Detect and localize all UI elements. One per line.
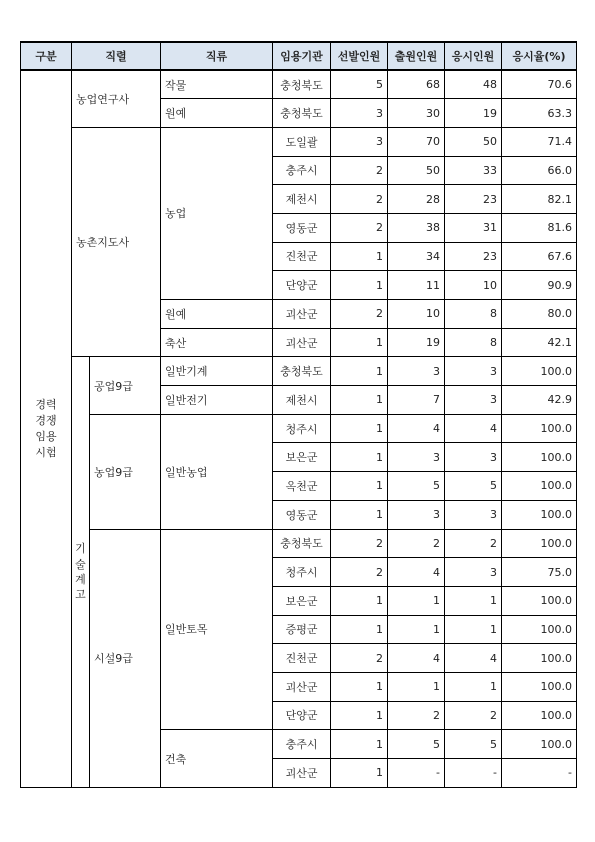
rate-cell: 100.0 [502, 615, 577, 644]
table-header-row [21, 42, 577, 70]
selected-cell: 1 [331, 242, 388, 271]
selected-cell: 2 [331, 213, 388, 242]
rate-cell: 100.0 [502, 414, 577, 443]
applied-cell: 5 [388, 472, 445, 501]
applied-cell: 11 [388, 271, 445, 300]
applied-cell: 50 [388, 156, 445, 185]
attended-cell: 19 [445, 99, 502, 128]
agency-cell: 충청북도 [273, 529, 331, 558]
exam-results-table [20, 41, 577, 788]
selected-cell: 2 [331, 558, 388, 587]
applied-cell: 2 [388, 529, 445, 558]
table-row [21, 414, 577, 443]
applied-cell: 30 [388, 99, 445, 128]
applied-cell: 34 [388, 242, 445, 271]
selected-cell: 1 [331, 271, 388, 300]
selected-cell: 3 [331, 99, 388, 128]
applied-cell: 1 [388, 586, 445, 615]
kind-cell: 원예 [161, 300, 273, 329]
rate-cell: 100.0 [502, 644, 577, 673]
rate-cell: 100.0 [502, 529, 577, 558]
attended-cell: 31 [445, 213, 502, 242]
agency-cell: 진천군 [273, 644, 331, 673]
attended-cell: 5 [445, 730, 502, 759]
applied-cell: 1 [388, 615, 445, 644]
rate-cell: 66.0 [502, 156, 577, 185]
selected-cell: 1 [331, 386, 388, 415]
applied-cell: 5 [388, 730, 445, 759]
attended-cell: 4 [445, 644, 502, 673]
attended-cell: 23 [445, 185, 502, 214]
table-row [21, 127, 577, 156]
rate-cell: 100.0 [502, 500, 577, 529]
agency-cell: 단양군 [273, 271, 331, 300]
applied-cell: 10 [388, 300, 445, 329]
kind-cell: 농업 [161, 127, 273, 299]
agency-cell: 괴산군 [273, 672, 331, 701]
attended-cell: 5 [445, 472, 502, 501]
series-cell: 농업연구사 [72, 70, 161, 127]
selected-cell: 3 [331, 127, 388, 156]
attended-cell: 3 [445, 443, 502, 472]
rate-cell: 100.0 [502, 701, 577, 730]
header-agency: 임용기관 [273, 42, 331, 70]
kind-cell: 작물 [161, 70, 273, 99]
applied-cell: 1 [388, 672, 445, 701]
header-category: 구분 [21, 42, 72, 70]
attended-cell: 3 [445, 500, 502, 529]
applied-cell: 2 [388, 701, 445, 730]
applied-cell: 28 [388, 185, 445, 214]
rate-cell: 81.6 [502, 213, 577, 242]
rate-cell: 100.0 [502, 672, 577, 701]
selected-cell: 1 [331, 615, 388, 644]
attended-cell: 1 [445, 615, 502, 644]
selected-cell: 2 [331, 529, 388, 558]
agency-cell: 제천시 [273, 185, 331, 214]
applied-cell: 3 [388, 500, 445, 529]
selected-cell: 2 [331, 156, 388, 185]
table-row [21, 357, 577, 386]
selected-cell: 1 [331, 500, 388, 529]
selected-cell: 1 [331, 328, 388, 357]
agency-cell: 단양군 [273, 701, 331, 730]
table-row [21, 70, 577, 99]
agency-cell: 괴산군 [273, 328, 331, 357]
kind-cell: 일반토목 [161, 529, 273, 730]
selected-cell: 5 [331, 70, 388, 99]
agency-cell: 진천군 [273, 242, 331, 271]
attended-cell: 4 [445, 414, 502, 443]
agency-cell: 도일괄 [273, 127, 331, 156]
selected-cell: 1 [331, 443, 388, 472]
rate-cell: 100.0 [502, 586, 577, 615]
agency-cell: 충주시 [273, 730, 331, 759]
header-selected: 선발인원 [331, 42, 388, 70]
agency-cell: 영동군 [273, 500, 331, 529]
agency-cell: 영동군 [273, 213, 331, 242]
rate-cell: 90.9 [502, 271, 577, 300]
attended-cell: 1 [445, 672, 502, 701]
attended-cell: 3 [445, 357, 502, 386]
selected-cell: 1 [331, 672, 388, 701]
rate-cell: 71.4 [502, 127, 577, 156]
applied-cell: 4 [388, 644, 445, 673]
header-rate: 응시율(%) [502, 42, 577, 70]
attended-cell: 48 [445, 70, 502, 99]
rate-cell: 100.0 [502, 443, 577, 472]
agency-cell: 괴산군 [273, 300, 331, 329]
selected-cell: 1 [331, 586, 388, 615]
attended-cell: 33 [445, 156, 502, 185]
applied-cell: 7 [388, 386, 445, 415]
agency-cell: 옥천군 [273, 472, 331, 501]
category-label: 경력 경쟁 임용 시험 [35, 397, 57, 459]
applied-cell: - [388, 759, 445, 788]
rate-cell: 100.0 [502, 472, 577, 501]
selected-cell: 1 [331, 701, 388, 730]
kind-cell: 일반농업 [161, 414, 273, 529]
series-cell: 공업9급 [90, 357, 161, 414]
header-attended: 응시인원 [445, 42, 502, 70]
kind-cell: 일반기계 [161, 357, 273, 386]
series-cell: 농촌지도사 [72, 127, 161, 357]
agency-cell: 보은군 [273, 443, 331, 472]
applied-cell: 19 [388, 328, 445, 357]
rate-cell: 42.1 [502, 328, 577, 357]
attended-cell: 23 [445, 242, 502, 271]
category-cell [21, 70, 72, 787]
agency-cell: 청주시 [273, 414, 331, 443]
attended-cell: 8 [445, 328, 502, 357]
agency-cell: 충청북도 [273, 357, 331, 386]
agency-cell: 제천시 [273, 386, 331, 415]
header-applied: 출원인원 [388, 42, 445, 70]
agency-cell: 괴산군 [273, 759, 331, 788]
rate-cell: 63.3 [502, 99, 577, 128]
attended-cell: 3 [445, 558, 502, 587]
rate-cell: 75.0 [502, 558, 577, 587]
applied-cell: 3 [388, 443, 445, 472]
attended-cell: 50 [445, 127, 502, 156]
rate-cell: 100.0 [502, 730, 577, 759]
agency-cell: 충청북도 [273, 70, 331, 99]
series-group-label: 기 술 계 고 [75, 542, 86, 602]
kind-cell: 원예 [161, 99, 273, 128]
rate-cell: 67.6 [502, 242, 577, 271]
kind-cell: 축산 [161, 328, 273, 357]
kind-cell: 일반전기 [161, 386, 273, 415]
applied-cell: 4 [388, 558, 445, 587]
agency-cell: 보은군 [273, 586, 331, 615]
applied-cell: 68 [388, 70, 445, 99]
rate-cell: 80.0 [502, 300, 577, 329]
rate-cell: 82.1 [502, 185, 577, 214]
applied-cell: 38 [388, 213, 445, 242]
attended-cell: 1 [445, 586, 502, 615]
selected-cell: 2 [331, 300, 388, 329]
attended-cell: 2 [445, 529, 502, 558]
attended-cell: 8 [445, 300, 502, 329]
agency-cell: 충주시 [273, 156, 331, 185]
table-row [21, 529, 577, 558]
agency-cell: 청주시 [273, 558, 331, 587]
agency-cell: 충청북도 [273, 99, 331, 128]
applied-cell: 3 [388, 357, 445, 386]
applied-cell: 4 [388, 414, 445, 443]
header-series: 직렬 [72, 42, 161, 70]
selected-cell: 2 [331, 185, 388, 214]
selected-cell: 1 [331, 472, 388, 501]
rate-cell: 42.9 [502, 386, 577, 415]
series-group-cell [72, 357, 90, 787]
attended-cell: 2 [445, 701, 502, 730]
applied-cell: 70 [388, 127, 445, 156]
rate-cell: - [502, 759, 577, 788]
selected-cell: 1 [331, 357, 388, 386]
selected-cell: 1 [331, 414, 388, 443]
kind-cell: 건축 [161, 730, 273, 787]
series-cell: 농업9급 [90, 414, 161, 529]
attended-cell: 3 [445, 386, 502, 415]
rate-cell: 100.0 [502, 357, 577, 386]
selected-cell: 1 [331, 730, 388, 759]
header-kind: 직류 [161, 42, 273, 70]
series-cell: 시설9급 [90, 529, 161, 787]
agency-cell: 증평군 [273, 615, 331, 644]
rate-cell: 70.6 [502, 70, 577, 99]
attended-cell: - [445, 759, 502, 788]
selected-cell: 1 [331, 759, 388, 788]
selected-cell: 2 [331, 644, 388, 673]
attended-cell: 10 [445, 271, 502, 300]
